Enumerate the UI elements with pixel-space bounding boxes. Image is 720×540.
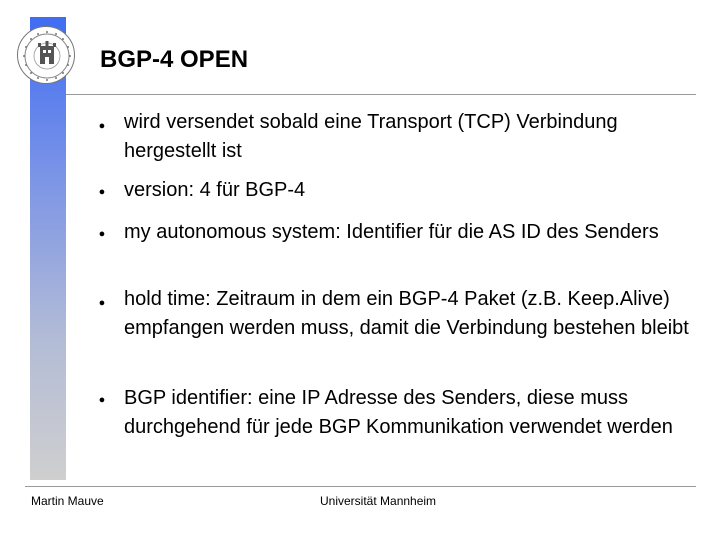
bullet-icon [95, 393, 109, 407]
bullet-text: wird versendet sobald eine Transport (TCP) Verbindung hergestellt ist [124, 111, 618, 162]
bullet-text: BGP identifier: eine IP Adresse des Senders, diese muss durchgehend für jede BGP Kommunikation verwendet werden [124, 387, 673, 438]
bullet-text: version: 4 für BGP-4 [124, 179, 306, 201]
side-accent-bar [30, 17, 66, 480]
bullet-icon [95, 296, 109, 310]
bullet-text: hold time: Zeitraum in dem ein BGP-4 Paket (z.B. Keep.Alive) empfangen werden muss, damit die Verbindung bestehen bleibt [124, 288, 689, 339]
footer-institution: Universität Mannheim [320, 494, 437, 508]
bullet-text: my autonomous system: Identifier für die AS ID des Senders [124, 221, 659, 243]
footer-author: Martin Mauve [31, 494, 104, 508]
bullet-icon [95, 185, 109, 199]
title-divider [66, 94, 696, 95]
footer-divider [25, 486, 696, 487]
university-seal-icon [17, 26, 75, 84]
bullet-icon [95, 227, 109, 241]
bullet-icon [95, 119, 109, 133]
slide-title: BGP-4 OPEN [100, 46, 249, 73]
